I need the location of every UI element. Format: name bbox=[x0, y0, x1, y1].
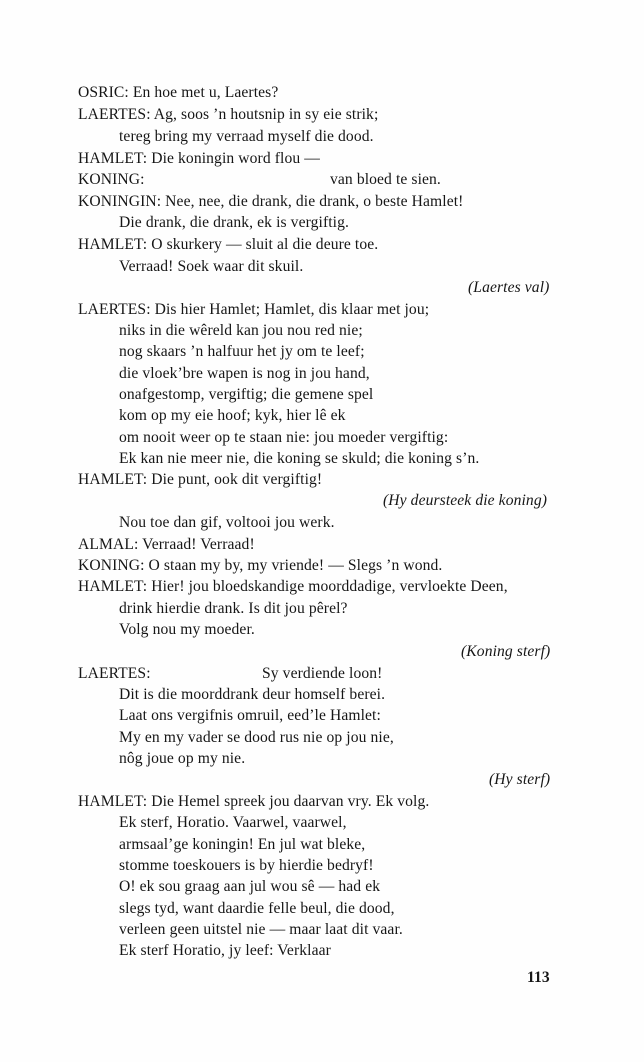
script-line: HAMLET: Die koningin word flou — bbox=[78, 150, 320, 167]
script-line: Laat ons vergifnis omruil, eed’le Hamlet: bbox=[119, 707, 381, 724]
script-line: verleen geen uitstel nie — maar laat dit vaar. bbox=[119, 921, 403, 938]
script-line: Ek sterf Horatio, jy leef: Verklaar bbox=[119, 942, 331, 959]
script-line: niks in die wêreld kan jou nou red nie; bbox=[119, 322, 363, 339]
script-line: HAMLET: Die punt, ook dit vergiftig! bbox=[78, 471, 323, 488]
script-line: Ek kan nie meer nie, die koning se skuld; die koning s’n. bbox=[119, 450, 480, 467]
script-line: nôg joue op my nie. bbox=[119, 750, 246, 767]
script-line: die vloek’bre wapen is nog in jou hand, bbox=[119, 365, 370, 382]
script-line: LAERTES: Ag, soos ’n houtsnip in sy eie strik; bbox=[78, 106, 379, 123]
script-line: KONINGIN: Nee, nee, die drank, die drank, o beste Hamlet! bbox=[78, 193, 464, 210]
script-line: nog skaars ’n halfuur het jy om te leef; bbox=[119, 343, 365, 360]
script-line: drink hierdie drank. Is dit jou pêrel? bbox=[119, 600, 348, 617]
script-line: slegs tyd, want daardie felle beul, die dood, bbox=[119, 900, 395, 917]
script-line: Die drank, die drank, ek is vergiftig. bbox=[119, 214, 349, 231]
page-number: 113 bbox=[527, 969, 550, 986]
script-line: O! ek sou graag aan jul wou sê — had ek bbox=[119, 878, 381, 895]
script-line: Volg nou my moeder. bbox=[119, 621, 255, 638]
script-line: ALMAL: Verraad! Verraad! bbox=[78, 536, 255, 553]
script-line: Sy verdiende loon! bbox=[262, 665, 383, 682]
script-line: HAMLET: Hier! jou bloedskandige moorddadige, vervloekte Deen, bbox=[78, 578, 508, 595]
script-line: Dit is die moorddrank deur homself berei. bbox=[119, 686, 386, 703]
speaker-label: LAERTES: bbox=[78, 665, 151, 682]
script-line: tereg bring my verraad myself die dood. bbox=[119, 128, 374, 145]
script-line: HAMLET: O skurkery — sluit al die deure toe. bbox=[78, 236, 379, 253]
stage-direction: (Hy deursteek die koning) bbox=[383, 492, 548, 509]
stage-direction: (Hy sterf) bbox=[489, 771, 551, 788]
script-line: om nooit weer op te staan nie: jou moeder vergiftig: bbox=[119, 429, 449, 446]
script-line: stomme toeskouers is by hierdie bedryf! bbox=[119, 857, 374, 874]
script-line: KONING: O staan my by, my vriende! — Slegs ’n wond. bbox=[78, 557, 443, 574]
script-line: OSRIC: En hoe met u, Laertes? bbox=[78, 84, 279, 101]
script-line: HAMLET: Die Hemel spreek jou daarvan vry. Ek volg. bbox=[78, 793, 430, 810]
stage-direction: (Laertes val) bbox=[468, 279, 550, 296]
script-line: van bloed te sien. bbox=[330, 171, 441, 188]
script-line: Nou toe dan gif, voltooi jou werk. bbox=[119, 514, 335, 531]
speaker-label: KONING: bbox=[78, 171, 145, 188]
script-line: armsaal’ge koningin! En jul wat bleke, bbox=[119, 836, 366, 853]
script-line: Ek sterf, Horatio. Vaarwel, vaarwel, bbox=[119, 814, 347, 831]
script-line: Verraad! Soek waar dit skuil. bbox=[119, 258, 304, 275]
script-line: kom op my eie hoof; kyk, hier lê ek bbox=[119, 407, 346, 424]
script-line: My en my vader se dood rus nie op jou nie, bbox=[119, 729, 394, 746]
script-line: LAERTES: Dis hier Hamlet; Hamlet, dis klaar met jou; bbox=[78, 301, 430, 318]
stage-direction: (Koning sterf) bbox=[461, 643, 551, 660]
script-line: onafgestomp, vergiftig; die gemene spel bbox=[119, 386, 374, 403]
